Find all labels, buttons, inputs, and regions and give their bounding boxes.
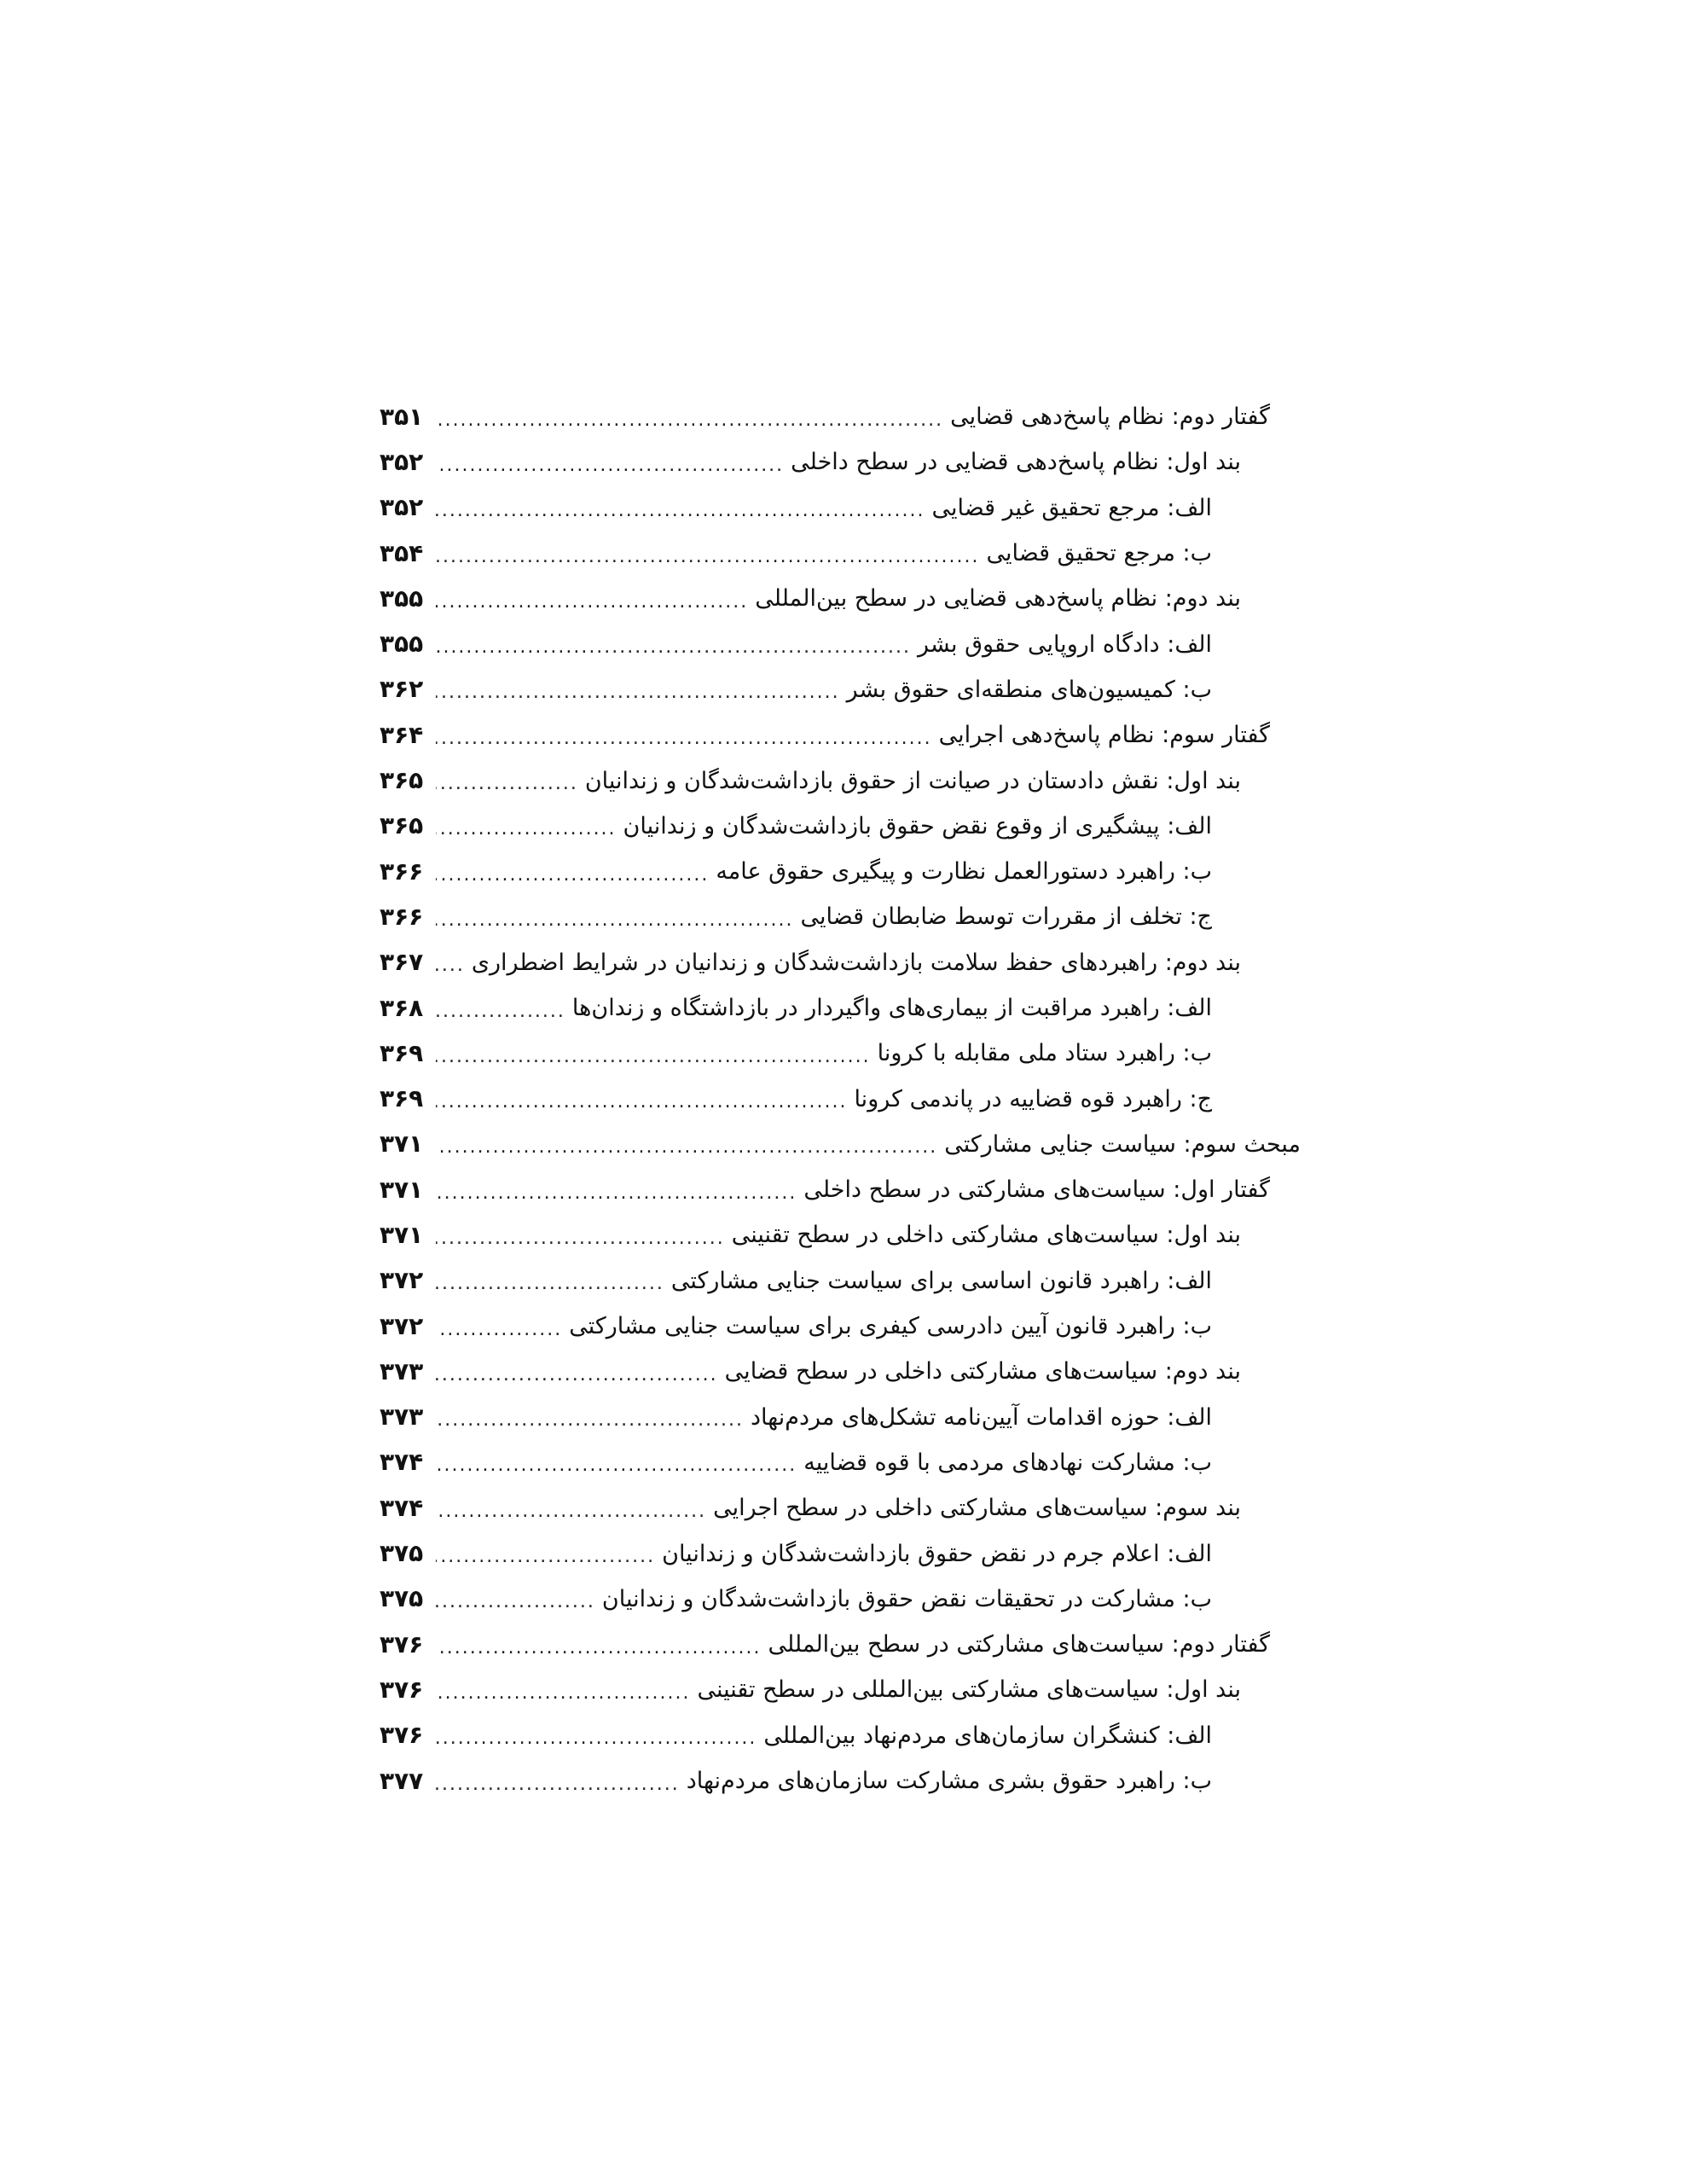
toc-page-number: ۳۵۲ bbox=[380, 493, 424, 522]
toc-entry bbox=[380, 1577, 1301, 1622]
toc-entry-title: ب: راهبرد قانون آیین دادرسی کیفری برای سیاست جنایی مشارکتی bbox=[569, 1313, 1212, 1340]
toc-leader-dots bbox=[436, 1177, 797, 1203]
table-of-contents bbox=[380, 394, 1301, 1804]
toc-entry bbox=[380, 621, 1301, 666]
toc-page-number: ۳۷۵ bbox=[380, 1584, 424, 1613]
toc-leader-dots bbox=[436, 541, 979, 566]
toc-leader-dots bbox=[436, 450, 784, 475]
toc-page-number: ۳۷۱ bbox=[380, 1220, 424, 1249]
toc-page-number: ۳۶۵ bbox=[380, 811, 424, 840]
toc-entry bbox=[380, 667, 1301, 712]
toc-page-number: ۳۶۷ bbox=[380, 948, 424, 977]
toc-entry-title: ب: راهبرد ستاد ملی مقابله با کرونا bbox=[877, 1040, 1212, 1067]
toc-entry bbox=[380, 576, 1301, 621]
toc-entry-title: بند اول: نقش دادستان در صیانت از حقوق بازداشت‌شدگان و زندانیان bbox=[584, 767, 1241, 794]
toc-entry-title: ب: راهبرد دستورالعمل نظارت و پیگیری حقوق عامه bbox=[716, 858, 1212, 886]
toc-entry-title: گفتار اول: سیاست‌های مشارکتی در سطح داخلی bbox=[803, 1176, 1270, 1204]
toc-page-number: ۳۷۶ bbox=[380, 1629, 424, 1658]
toc-entry bbox=[380, 1212, 1301, 1258]
toc-entry-title: ب: مرجع تحقیق قضایی bbox=[986, 540, 1212, 567]
toc-entry-title: گفتار سوم: نظام پاسخ‌دهی اجرایی bbox=[938, 722, 1270, 749]
toc-page-number: ۳۷۴ bbox=[380, 1493, 424, 1522]
toc-leader-dots bbox=[436, 1541, 655, 1566]
toc-entry bbox=[380, 1258, 1301, 1304]
toc-entry bbox=[380, 1667, 1301, 1712]
toc-page-number: ۳۵۲ bbox=[380, 447, 424, 476]
toc-entry-title: الف: مرجع تحقیق غیر قضایی bbox=[931, 494, 1212, 521]
toc-entry-title: مبحث سوم: سیاست جنایی مشارکتی bbox=[944, 1130, 1301, 1158]
toc-entry bbox=[380, 439, 1301, 485]
toc-entry-title: بند دوم: نظام پاسخ‌دهی قضایی در سطح بین‌المللی bbox=[755, 585, 1241, 613]
toc-page-number: ۳۷۷ bbox=[380, 1766, 424, 1795]
toc-leader-dots bbox=[436, 1632, 761, 1658]
toc-entry-title: الف: پیشگیری از وقوع نقض حقوق بازداشت‌شدگان و زندانیان bbox=[623, 812, 1212, 839]
toc-entry-title: ب: کمیسیون‌های منطقه‌ای حقوق بشر bbox=[846, 676, 1212, 703]
toc-leader-dots bbox=[436, 677, 840, 702]
toc-entry bbox=[380, 1167, 1301, 1212]
toc-entry bbox=[380, 1304, 1301, 1349]
toc-page-number: ۳۶۶ bbox=[380, 902, 424, 931]
toc-entry bbox=[380, 849, 1301, 894]
toc-page-number: ۳۵۴ bbox=[380, 538, 424, 567]
toc-page-number: ۳۶۹ bbox=[380, 1084, 424, 1113]
toc-entry bbox=[380, 1485, 1301, 1531]
toc-entry bbox=[380, 804, 1301, 849]
toc-entry bbox=[380, 531, 1301, 576]
toc-leader-dots bbox=[436, 1586, 595, 1612]
toc-leader-dots bbox=[436, 1131, 937, 1157]
toc-leader-dots bbox=[436, 1268, 664, 1293]
toc-entry-title: بند سوم: سیاست‌های مشارکتی داخلی در سطح اجرایی bbox=[713, 1495, 1241, 1522]
toc-entry bbox=[380, 1122, 1301, 1167]
toc-page-number: ۳۷۶ bbox=[380, 1721, 424, 1750]
toc-entry-title: بند دوم: راهبردهای حفظ سلامت بازداشت‌شدگان و زندانیان در شرایط اضطراری bbox=[471, 949, 1241, 976]
toc-leader-dots bbox=[436, 1404, 744, 1430]
toc-page-number: ۳۷۳ bbox=[380, 1356, 424, 1385]
toc-entry bbox=[380, 894, 1301, 939]
toc-page-number: ۳۵۵ bbox=[380, 584, 424, 613]
toc-page-number: ۳۷۶ bbox=[380, 1675, 424, 1704]
toc-page-number: ۳۵۵ bbox=[380, 630, 424, 659]
toc-entry bbox=[380, 394, 1301, 439]
toc-leader-dots bbox=[436, 1496, 706, 1521]
toc-entry-title: ب: مشارکت در تحقیقات نقض حقوق بازداشت‌شدگان و زندانیان bbox=[601, 1585, 1212, 1612]
toc-leader-dots bbox=[436, 1769, 680, 1794]
toc-entry bbox=[380, 1395, 1301, 1440]
toc-leader-dots bbox=[436, 1041, 871, 1066]
toc-leader-dots bbox=[436, 495, 925, 520]
toc-leader-dots bbox=[436, 1086, 847, 1112]
toc-leader-dots bbox=[436, 1722, 757, 1748]
toc-page-number: ۳۶۹ bbox=[380, 1038, 424, 1067]
toc-leader-dots bbox=[436, 586, 748, 612]
toc-entry bbox=[380, 1713, 1301, 1758]
toc-entry-title: ب: راهبرد حقوق بشری مشارکت سازمان‌های مردم‌نهاد bbox=[686, 1768, 1212, 1795]
toc-leader-dots bbox=[436, 631, 911, 657]
toc-entry-title: بند اول: سیاست‌های مشارکتی داخلی در سطح تقنینی bbox=[731, 1222, 1241, 1249]
toc-entry bbox=[380, 1031, 1301, 1076]
toc-leader-dots bbox=[436, 1359, 718, 1385]
toc-entry-title: گفتار دوم: نظام پاسخ‌دهی قضایی bbox=[950, 404, 1270, 431]
toc-entry-title: گفتار دوم: سیاست‌های مشارکتی در سطح بین‌المللی bbox=[768, 1631, 1270, 1658]
toc-entry bbox=[380, 1349, 1301, 1394]
toc-entry-title: الف: کنشگران سازمان‌های مردم‌نهاد بین‌المللی bbox=[763, 1722, 1212, 1749]
toc-entry-title: ج: تخلف از مقررات توسط ضابطان قضایی bbox=[800, 903, 1212, 931]
toc-leader-dots bbox=[436, 904, 793, 930]
toc-entry-title: ج: راهبرد قوه قضاییه در پاندمی کرونا bbox=[854, 1085, 1212, 1112]
toc-entry-title: ب: مشارکت نهادهای مردمی با قوه قضاییه bbox=[803, 1449, 1212, 1476]
toc-leader-dots bbox=[436, 813, 617, 839]
toc-entry-title: بند دوم: سیاست‌های مشارکتی داخلی در سطح قضایی bbox=[724, 1358, 1241, 1385]
toc-page-number: ۳۶۸ bbox=[380, 993, 424, 1022]
toc-leader-dots bbox=[436, 996, 565, 1021]
toc-entry bbox=[380, 1531, 1301, 1576]
toc-entry bbox=[380, 485, 1301, 531]
toc-leader-dots bbox=[436, 950, 465, 975]
toc-page-number: ۳۷۱ bbox=[380, 1175, 424, 1204]
toc-page-number: ۳۷۳ bbox=[380, 1403, 424, 1432]
toc-entry bbox=[380, 758, 1301, 803]
toc-entry bbox=[380, 985, 1301, 1031]
toc-page-number: ۳۷۲ bbox=[380, 1266, 424, 1295]
toc-leader-dots bbox=[436, 859, 709, 885]
toc-page-number: ۳۷۵ bbox=[380, 1539, 424, 1568]
toc-page-number: ۳۶۵ bbox=[380, 766, 424, 795]
toc-entry bbox=[380, 1440, 1301, 1485]
toc-page-number: ۳۷۲ bbox=[380, 1311, 424, 1340]
toc-leader-dots bbox=[436, 768, 578, 793]
toc-leader-dots bbox=[436, 404, 943, 430]
toc-leader-dots bbox=[436, 1223, 725, 1248]
toc-page-number: ۳۵۱ bbox=[380, 402, 424, 431]
toc-entry bbox=[380, 1076, 1301, 1121]
toc-entry-list bbox=[380, 394, 1301, 1804]
toc-page-number: ۳۷۱ bbox=[380, 1130, 424, 1159]
toc-page-number: ۳۷۴ bbox=[380, 1448, 424, 1477]
toc-leader-dots bbox=[436, 1449, 797, 1475]
toc-entry bbox=[380, 940, 1301, 985]
toc-leader-dots bbox=[436, 1677, 690, 1703]
toc-page-number: ۳۶۴ bbox=[380, 720, 424, 749]
toc-page-number: ۳۶۲ bbox=[380, 675, 424, 704]
toc-entry-title: بند اول: سیاست‌های مشارکتی بین‌المللی در سطح تقنینی bbox=[697, 1676, 1241, 1704]
toc-entry bbox=[380, 712, 1301, 758]
toc-leader-dots bbox=[436, 723, 932, 748]
toc-entry-title: الف: راهبرد مراقبت از بیماری‌های واگیردار در بازداشتگاه و زندان‌ها bbox=[571, 995, 1212, 1021]
toc-page-number: ۳۶۶ bbox=[380, 857, 424, 886]
toc-entry-title: الف: حوزه اقدامات آیین‌نامه تشکل‌های مردم‌نهاد bbox=[751, 1403, 1212, 1431]
toc-entry-title: الف: راهبرد قانون اساسی برای سیاست جنایی مشارکتی bbox=[670, 1267, 1212, 1294]
toc-entry-title: الف: اعلام جرم در نقض حقوق بازداشت‌شدگان و زندانیان bbox=[662, 1540, 1212, 1567]
toc-entry-title: بند اول: نظام پاسخ‌دهی قضایی در سطح داخلی bbox=[791, 449, 1241, 476]
toc-entry-title: الف: دادگاه اروپایی حقوق بشر bbox=[918, 630, 1212, 658]
toc-entry bbox=[380, 1758, 1301, 1804]
toc-leader-dots bbox=[436, 1314, 562, 1339]
toc-entry bbox=[380, 1622, 1301, 1667]
